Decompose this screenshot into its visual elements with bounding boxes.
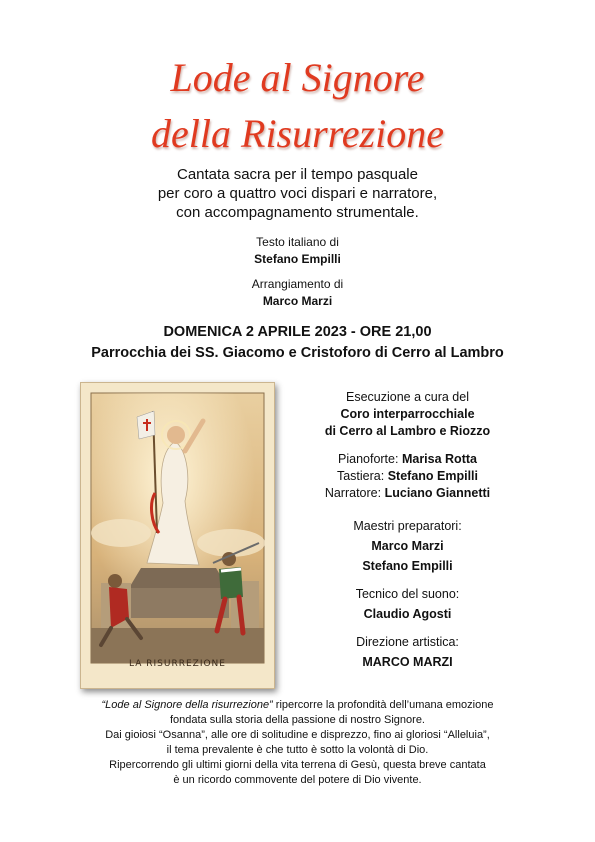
text-credit (0, 234, 595, 268)
resurrection-illustration (81, 383, 274, 688)
direction-block (300, 634, 515, 671)
musician-row (300, 451, 515, 468)
description-title: “Lode al Signore della risurrezione” (101, 699, 273, 711)
subtitle (0, 165, 595, 222)
text-credit-label: Testo italiano di (256, 235, 339, 249)
sound-name: Claudio Agosti (363, 607, 452, 621)
musician-row (300, 485, 515, 502)
description-line-5: Ripercorrendo gli ultimi giorni della vita terrena di Gesù, questa breve cantata (109, 759, 486, 771)
subtitle-line-1: Cantata sacra per il tempo pasquale (177, 166, 418, 183)
preparers-label: Maestri preparatori: (353, 519, 462, 533)
poster-title (0, 50, 595, 162)
sound-label: Tecnico del suono: (355, 587, 460, 601)
description-line-1 (0, 698, 595, 713)
description (0, 698, 595, 788)
performers-label: Esecuzione a cura del (346, 390, 469, 404)
performers-block (300, 389, 515, 440)
musician-role: Pianoforte: (338, 452, 399, 466)
title-line-2: della Risurrezione (151, 111, 444, 156)
musicians-block (300, 451, 515, 502)
musician-name: Luciano Giannetti (384, 486, 491, 500)
preparer-name: Stefano Empilli (362, 559, 453, 573)
text-credit-name: Stefano Empilli (254, 252, 341, 266)
description-line-1-rest: ripercorre la profondità dell’umana emozione (272, 699, 494, 711)
subtitle-line-2: per coro a quattro voci dispari e narratore, (157, 185, 438, 202)
musician-row (300, 468, 515, 485)
subtitle-line-3: con accompagnamento strumentale. (176, 204, 419, 221)
musician-role: Tastiera: (336, 469, 385, 483)
description-line-6: è un ricordo commovente del potere di Dio vivente. (173, 774, 422, 786)
description-line-2: fondata sulla storia della passione di nostro Signore. (170, 714, 425, 726)
title-line-1: Lode al Signore (170, 55, 425, 100)
image-caption: LA RISURREZIONE (129, 659, 226, 669)
resurrection-holy-card (80, 382, 275, 689)
preparers-block (300, 518, 515, 575)
musician-name: Stefano Empilli (387, 469, 479, 483)
direction-label: Direzione artistica: (356, 635, 459, 649)
arrangement-credit-label: Arrangiamento di (251, 277, 344, 291)
description-line-4: il tema prevalente è che tutto è sotto la volontà di Dio. (166, 744, 429, 756)
event-info (0, 322, 595, 364)
sound-block (300, 586, 515, 623)
choir-name-line-2: di Cerro al Lambro e Riozzo (324, 424, 491, 438)
event-date-time: DOMENICA 2 APRILE 2023 - ORE 21,00 (163, 324, 432, 340)
musician-role: Narratore: (324, 486, 382, 500)
description-line-3: Dai gioiosi “Osanna”, alle ore di solitudine e disprezzo, fino ai gloriosi “Alleluia”, (105, 729, 490, 741)
arrangement-credit-name: Marco Marzi (262, 294, 333, 308)
preparer-name: Marco Marzi (371, 539, 444, 553)
choir-name-line-1: Coro interparrocchiale (340, 407, 475, 421)
event-place: Parrocchia dei SS. Giacomo e Cristoforo di Cerro al Lambro (91, 345, 504, 361)
arrangement-credit (0, 276, 595, 310)
direction-name: MARCO MARZI (362, 655, 453, 669)
musician-name: Marisa Rotta (401, 452, 477, 466)
